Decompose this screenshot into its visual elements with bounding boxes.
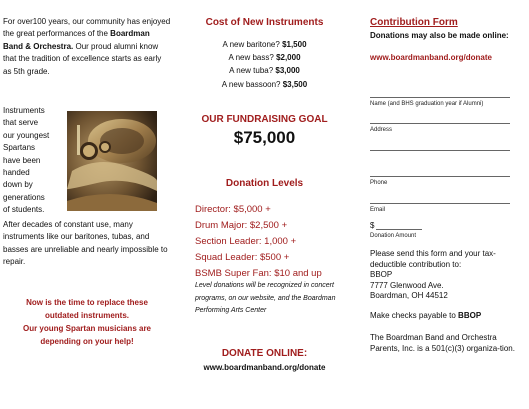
cta-line: Now is the time to replace these [26,298,148,307]
levels-note: Level donations will be recognized in concert programs, on our website, and the Boardman Performing Arts Center [195,282,336,314]
instrument-cost-item: A new tuba? $3,000 [229,66,300,76]
form-heading: Contribution Form [370,17,458,28]
column-intro [0,0,172,409]
name-field-line[interactable] [370,97,510,98]
intro-paragraph [3,16,171,78]
column-contribution-form [370,0,520,409]
donation-level: Section Leader: 1,000 + [195,236,297,247]
intro-text-b: Our proud alumni know that the tradition of excellence starts as early as 5th grade. [3,41,162,76]
side-line: that serve [3,118,39,128]
cost-heading: Cost of New Instruments [205,17,324,28]
donation-level: Drum Major: $2,500 + [195,220,288,231]
email-field-label: Email [370,207,386,213]
donation-level: Director: $5,000 + [195,204,271,215]
cta-line: Our young Spartan musicians are [22,324,152,333]
side-line: down by [3,180,33,190]
nonprofit-note: The Boardman Band and Orchestra Parents, Inc. is a 501(c)(3) organiza-tion. [370,333,515,353]
form-subheading: Donations may also be made online: [370,31,509,40]
instrument-cost-item: A new baritone? $1,500 [222,40,307,49]
donation-level: Squad Leader: $500 + [195,252,290,263]
donate-online-heading: DONATE ONLINE: [221,348,308,359]
side-line: our youngest [3,130,50,140]
address-field-line-2[interactable] [370,176,510,177]
goal-amount: $75,000 [233,128,296,147]
levels-heading: Donation Levels [225,178,304,189]
instrument-cost-item: A new bassoon? $3,500 [221,79,308,89]
goal-heading: OUR FUNDRAISING GOAL [201,114,328,125]
name-field-line-2[interactable] [370,123,510,124]
amount-field-label: Donation Amount [370,233,417,239]
side-line: generations [3,192,45,202]
phone-field-label: Phone [370,180,388,186]
instrument-cost-item: A new bass? $2,000 [228,53,301,63]
intro-band-name: Boardman Band & Orchestra. [3,29,150,51]
cta-line: depending on your help! [40,337,134,346]
call-to-action [3,296,171,348]
send-text: Please send this form and your tax-deductible contribution to: [370,249,496,269]
address-field-label: Address [370,127,393,133]
cta-line: outdated instruments. [44,311,129,320]
amount-currency-symbol: $ [370,221,375,230]
donation-levels-list [195,202,342,282]
column-fundraising [187,0,342,409]
mailing-address-line: 7777 Glenwood Ave. [370,280,444,290]
side-line: of students. [3,205,45,215]
donate-url-link[interactable]: www.boardmanband.org/donate [203,363,326,372]
phone-field-line[interactable] [370,203,510,204]
side-line: have been [3,155,41,165]
instrument-cost-list [187,38,342,91]
intro-text-a: For over100 years, our community has enjoyed the great performances of the [3,17,171,39]
amount-field-line[interactable] [376,229,422,230]
address-field-line[interactable] [370,150,510,151]
instruments-side-text [3,105,65,217]
donation-level: BSMB Super Fan: $10 and up [195,268,322,279]
side-line: Instruments [3,106,45,115]
send-instructions [370,249,518,302]
name-field-label: Name (and BHS graduation year if Alumni) [370,101,484,107]
after-paragraph: After decades of constant use, many instruments like our baritones, tubas, and basses are unreliable and nearly impossible to repair. [3,220,168,267]
mailing-address-line: Boardman, OH 44512 [370,291,448,300]
mailing-address-line: BBOP [370,270,393,279]
side-line: handed [3,168,30,178]
checks-payable: Make checks payable to BBOP [370,311,482,320]
instrument-photo [67,111,157,211]
form-donate-url-link[interactable]: www.boardmanband.org/donate [370,53,492,62]
side-line: Spartans [3,143,36,153]
